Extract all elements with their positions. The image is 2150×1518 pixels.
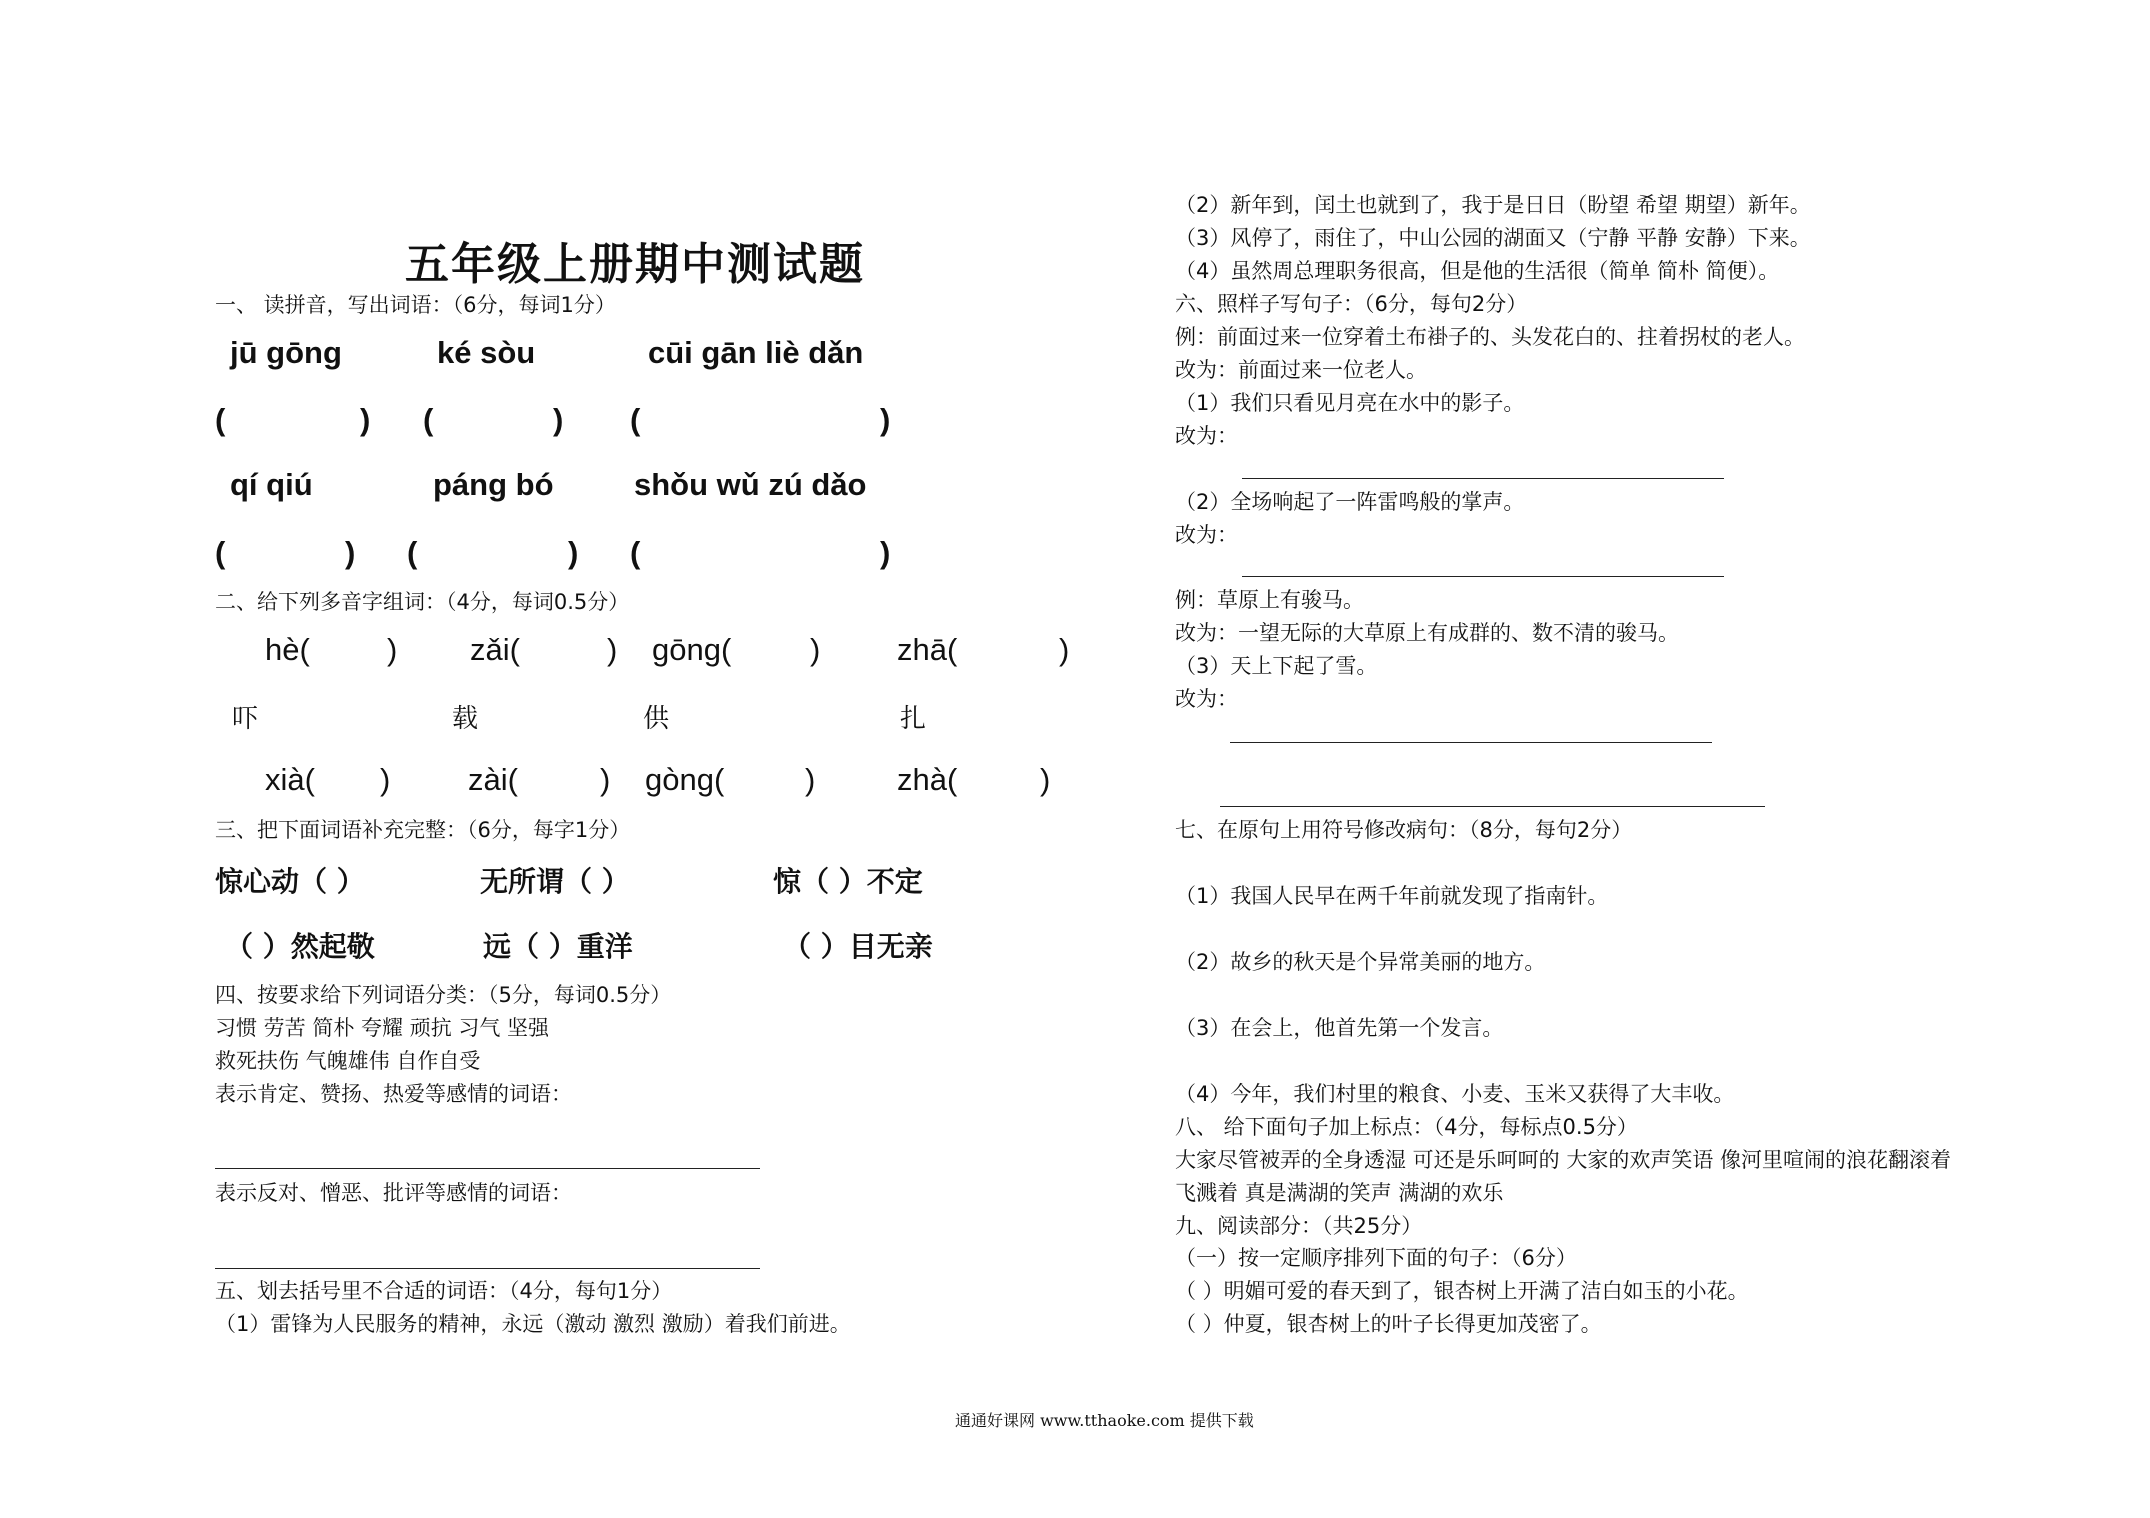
answer-line <box>215 1268 760 1269</box>
answer-paren-open: ( <box>215 402 226 437</box>
answer-line <box>1242 576 1724 577</box>
section-7-question-4: （4）今年，我们村里的粮食、小麦、玉米又获得了大丰收。 <box>1175 1082 1735 1106</box>
section-9-heading: 九、阅读部分：（共25分） <box>1175 1214 1423 1238</box>
polyphone-char: 供 <box>643 704 670 734</box>
section-9-subheading: （一）按一定顺序排列下面的句子：（6分） <box>1175 1246 1577 1270</box>
answer-paren-close: ) <box>553 402 564 437</box>
polyphone-paren: ) <box>387 632 398 667</box>
polyphone-paren: ) <box>600 762 611 797</box>
answer-line <box>1220 806 1765 807</box>
section-6-example-1-answer: 改为：前面过来一位老人。 <box>1175 358 1427 382</box>
word-list-2: 救死扶伤 气魄雄伟 自作自受 <box>215 1049 481 1073</box>
section-5-heading: 五、划去括号里不合适的词语：（4分，每句1分） <box>215 1279 673 1303</box>
polyphone-pinyin: zhà( <box>897 762 958 797</box>
section-5-question-2: （2）新年到，闰土也就到了，我于是日日（盼望 希望 期望）新年。 <box>1175 193 1811 217</box>
answer-paren-close: ) <box>880 535 891 570</box>
section-6-example-1: 例：前面过来一位穿着土布褂子的、头发花白的、拄着拐杖的老人。 <box>1175 325 1805 349</box>
idiom-blank: （ ）目无亲 <box>783 930 933 963</box>
polyphone-paren: ) <box>380 762 391 797</box>
section-2-heading: 二、给下列多音字组词：（4分，每词0.5分） <box>215 590 630 614</box>
answer-line <box>1230 742 1712 743</box>
pinyin-4: qí qiú <box>230 467 313 502</box>
polyphone-pinyin: gòng( <box>645 762 725 797</box>
section-8-text-line-1: 大家尽管被弄的全身透湿 可还是乐呵呵的 大家的欢声笑语 像河里喧闹的浪花翻滚着 <box>1175 1148 1952 1172</box>
polyphone-paren: ) <box>607 632 618 667</box>
polyphone-char: 载 <box>452 704 479 734</box>
section-6-example-2-answer: 改为：一望无际的大草原上有成群的、数不清的骏马。 <box>1175 621 1679 645</box>
answer-paren-close: ) <box>880 402 891 437</box>
polyphone-pinyin: zài( <box>468 762 518 797</box>
answer-line <box>1242 478 1724 479</box>
section-3-heading: 三、把下面词语补充完整：（6分，每字1分） <box>215 818 631 842</box>
section-8-text-line-2: 飞溅着 真是满湖的笑声 满湖的欢乐 <box>1175 1181 1504 1205</box>
pinyin-5: páng bó <box>433 467 554 502</box>
section-6-heading: 六、照样子写句子：（6分，每句2分） <box>1175 292 1528 316</box>
section-5-question-4: （4）虽然周总理职务很高，但是他的生活很（简单 简朴 简便）。 <box>1175 259 1780 283</box>
answer-paren-open: ( <box>630 402 641 437</box>
section-5-question-1: （1）雷锋为人民服务的精神，永远（激动 激烈 激励）着我们前进。 <box>215 1312 851 1336</box>
polyphone-pinyin: xià( <box>265 762 315 797</box>
answer-paren-close: ) <box>345 535 356 570</box>
section-5-question-3: （3）风停了，雨住了，中山公园的湖面又（宁静 平静 安静）下来。 <box>1175 226 1811 250</box>
polyphone-pinyin: gōng( <box>652 632 732 667</box>
negative-words-label: 表示反对、憎恶、批评等感情的词语： <box>215 1181 572 1205</box>
section-6-question-2: （2）全场响起了一阵雷鸣般的掌声。 <box>1175 490 1525 514</box>
polyphone-char: 吓 <box>232 704 259 734</box>
section-7-question-1: （1）我国人民早在两千年前就发现了指南针。 <box>1175 884 1609 908</box>
polyphone-pinyin: hè( <box>265 632 310 667</box>
answer-line <box>215 1168 760 1169</box>
answer-paren-close: ) <box>568 535 579 570</box>
answer-paren-open: ( <box>423 402 434 437</box>
polyphone-char: 扎 <box>900 704 927 734</box>
idiom-blank: 远（ ）重洋 <box>483 930 633 963</box>
section-7-heading: 七、在原句上用符号修改病句：（8分，每句2分） <box>1175 818 1633 842</box>
pinyin-3: cūi gān liè dǎn <box>648 335 864 370</box>
section-9-sentence-b: （ ）仲夏，银杏树上的叶子长得更加茂密了。 <box>1175 1312 1602 1336</box>
polyphone-paren: ) <box>1059 632 1070 667</box>
polyphone-paren: ) <box>805 762 816 797</box>
idiom-blank: 惊（ ）不定 <box>773 865 923 898</box>
answer-paren-open: ( <box>407 535 418 570</box>
idiom-blank: 无所谓（ ） <box>480 865 630 898</box>
answer-paren-open: ( <box>215 535 226 570</box>
section-6-question-3: （3）天上下起了雪。 <box>1175 654 1378 678</box>
polyphone-paren: ) <box>1040 762 1051 797</box>
idiom-blank: （ ）然起敬 <box>225 930 375 963</box>
section-8-heading: 八、 给下面句子加上标点：（4分，每标点0.5分） <box>1175 1115 1638 1139</box>
polyphone-pinyin: zǎi( <box>470 632 520 667</box>
section-7-question-2: （2）故乡的秋天是个异常美丽的地方。 <box>1175 950 1546 974</box>
answer-paren-close: ) <box>360 402 371 437</box>
pinyin-6: shǒu wǔ zú dǎo <box>634 467 867 502</box>
answer-paren-open: ( <box>630 535 641 570</box>
section-9-sentence-a: （ ）明媚可爱的春天到了，银杏树上开满了洁白如玉的小花。 <box>1175 1279 1749 1303</box>
section-6-example-2: 例：草原上有骏马。 <box>1175 588 1364 612</box>
page-title: 五年级上册期中测试题 <box>405 239 865 290</box>
rewrite-label: 改为： <box>1175 687 1238 711</box>
polyphone-paren: ) <box>810 632 821 667</box>
pinyin-2: ké sòu <box>437 335 536 370</box>
section-6-question-1: （1）我们只看见月亮在水中的影子。 <box>1175 391 1525 415</box>
section-1-heading: 一、 读拼音，写出词语：（6分，每词1分） <box>215 293 616 317</box>
footer-credit: 通通好课网 www.tthaoke.com 提供下载 <box>955 1411 1254 1430</box>
rewrite-label: 改为： <box>1175 523 1238 547</box>
word-list-1: 习惯 劳苦 简朴 夸耀 顽抗 习气 坚强 <box>215 1016 550 1040</box>
section-7-question-3: （3）在会上，他首先第一个发言。 <box>1175 1016 1504 1040</box>
section-4-heading: 四、按要求给下列词语分类：（5分，每词0.5分） <box>215 983 672 1007</box>
positive-words-label: 表示肯定、赞扬、热爱等感情的词语： <box>215 1082 572 1106</box>
pinyin-1: jū gōng <box>230 335 342 370</box>
polyphone-pinyin: zhā( <box>897 632 958 667</box>
rewrite-label: 改为： <box>1175 424 1238 448</box>
idiom-blank: 惊心动（ ） <box>215 865 365 898</box>
